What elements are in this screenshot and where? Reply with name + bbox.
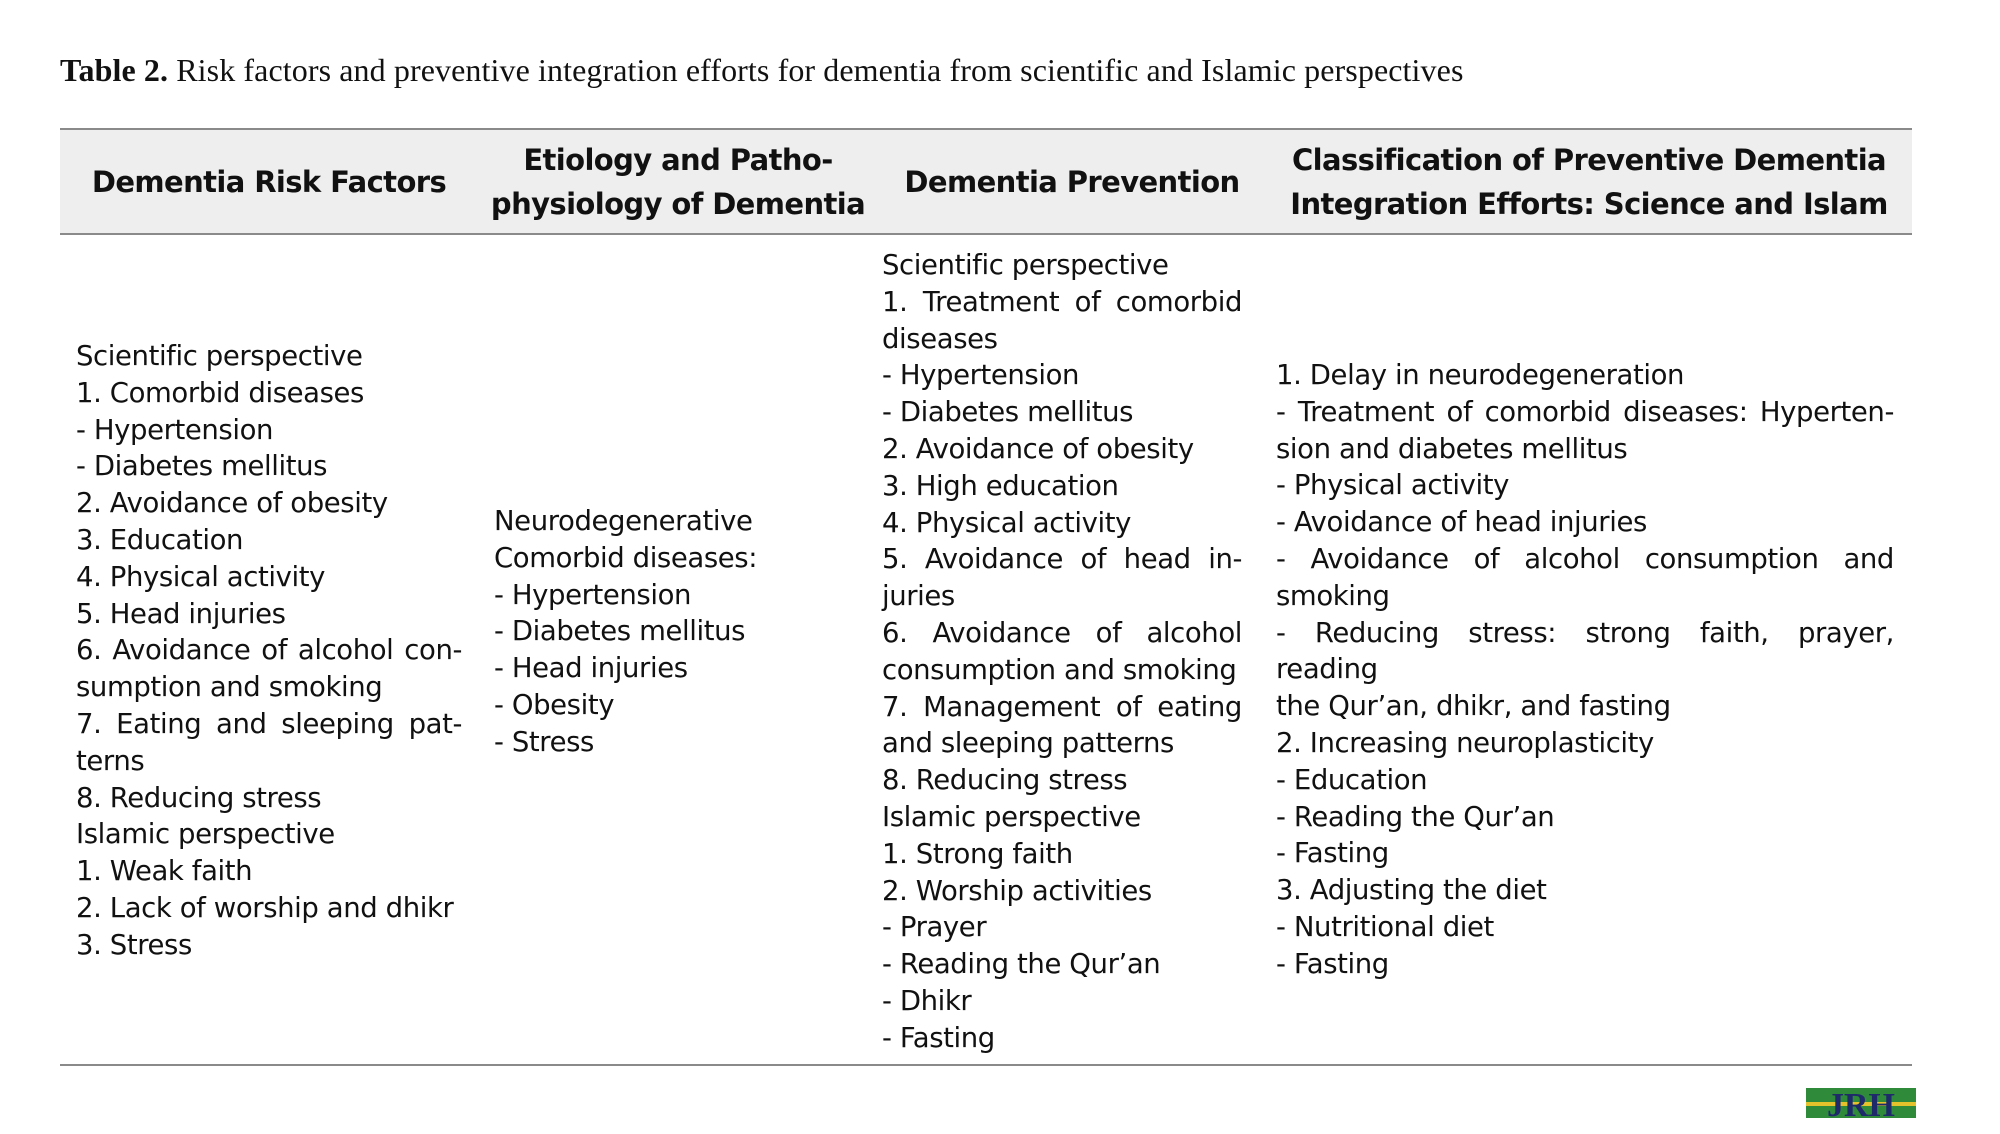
cell-line: - Reading the Qur’an [1276,800,1555,833]
cell-line: Scientific perspective [882,249,1169,281]
column-classification [1276,357,1894,983]
cell-line: 6. Avoidance of alcohol con- [76,634,462,667]
cell-line: - Stress [494,725,594,758]
cell-line: - Prayer [882,911,987,944]
cell-line: 4. Physical activity [882,506,1131,539]
header-etiology [478,130,878,233]
cell-line: 8. Reducing stress [882,764,1128,797]
cell-line: 1. Strong faith [882,837,1073,870]
cell-line: sion and diabetes mellitus [1276,432,1628,465]
cell-line: - Reducing stress: strong faith, prayer, reading [1276,616,1894,686]
cell-line: 5. Head injuries [76,597,286,630]
cell-line: 1. Weak faith [76,855,253,888]
header-line: Etiology and Patho- [523,142,833,177]
cell-line: - Fasting [1276,947,1389,980]
header-line: Dementia Risk Factors [91,164,447,199]
cell-line: - Fasting [1276,837,1389,870]
table-caption-text: Risk factors and preventive integration efforts for dementia from scientific and Islamic perspectives [168,52,1464,88]
cell-line: Scientific perspective [76,340,363,372]
cell-line: Comorbid diseases: [494,541,758,574]
cell-line: juries [882,580,955,613]
cell-line: 2. Increasing neuroplasticity [1276,726,1654,759]
cell-line: 2. Avoidance of obesity [882,432,1194,465]
cell-line: - Physical activity [1276,469,1510,502]
cell-line: - Diabetes mellitus [76,450,328,483]
cell-line: 8. Reducing stress [76,781,322,814]
cell-line: smoking [1276,579,1390,612]
cell-line: Islamic perspective [76,818,335,851]
table-header-rule [60,233,1912,235]
cell-line: - Avoidance of head injuries [1276,506,1647,539]
cell-line: - Reading the Qur’an [882,948,1161,981]
table-label: Table 2. [60,52,169,88]
cell-line: 7. Management of eating [882,690,1242,723]
cell-line: 3. High education [882,469,1119,502]
cell-line: 2. Avoidance of obesity [76,487,388,520]
cell-line: - Obesity [494,688,615,721]
cell-line: and sleeping patterns [882,727,1174,760]
cell-line: 1. Treatment of comorbid [882,285,1242,318]
logo-text: JRH [1827,1087,1895,1122]
jrh-logo [1806,1084,1916,1122]
cell-line: - Nutritional diet [1276,910,1494,943]
cell-line: diseases [882,322,998,355]
column-prevention [882,247,1242,1057]
cell-line: Neurodegenerative [494,505,753,537]
cell-line: - Hypertension [494,578,692,611]
header-line: Classification of Preventive Dementia [1291,142,1887,177]
cell-line: 7. Eating and sleeping pat- [76,707,462,740]
column-risk-factors [76,338,462,964]
cell-line: - Head injuries [494,652,688,685]
column-etiology [494,503,864,761]
cell-line: - Avoidance of alcohol consumption and [1276,542,1894,575]
cell-line: - Treatment of comorbid diseases: Hyperten- [1276,395,1894,428]
table-caption [60,52,1464,89]
header-line: Dementia Prevention [904,164,1240,199]
cell-line: 2. Lack of worship and dhikr [76,891,454,924]
cell-line: 1. Delay in neurodegeneration [1276,359,1685,391]
cell-line: - Diabetes mellitus [494,615,746,648]
header-classification [1266,130,1912,233]
cell-line: 6. Avoidance of alcohol [882,616,1242,649]
header-prevention [878,130,1266,233]
cell-line: - Hypertension [76,413,274,446]
table-bottom-rule [60,1064,1912,1066]
cell-line: 5. Avoidance of head in- [882,543,1242,576]
cell-line: sumption and smoking [76,671,383,704]
cell-line: Islamic perspective [882,800,1141,833]
cell-line: terns [76,744,145,777]
cell-line: the Qur’an, dhikr, and fasting [1276,690,1671,723]
header-line: Integration Efforts: Science and Islam [1290,186,1888,221]
header-line: physiology of Dementia [490,186,866,221]
cell-line: consumption and smoking [882,653,1237,686]
cell-line: 4. Physical activity [76,560,325,593]
cell-line: 2. Worship activities [882,874,1152,907]
cell-line: - Diabetes mellitus [882,396,1134,429]
cell-line: - Dhikr [882,984,972,1017]
header-risk-factors [60,130,478,233]
cell-line: 3. Education [76,523,244,556]
cell-line: - Hypertension [882,359,1080,392]
cell-line: 1. Comorbid diseases [76,376,364,409]
cell-line: - Fasting [882,1021,995,1054]
cell-line: - Education [1276,763,1428,796]
cell-line: 3. Stress [76,928,192,961]
cell-line: 3. Adjusting the diet [1276,874,1547,907]
